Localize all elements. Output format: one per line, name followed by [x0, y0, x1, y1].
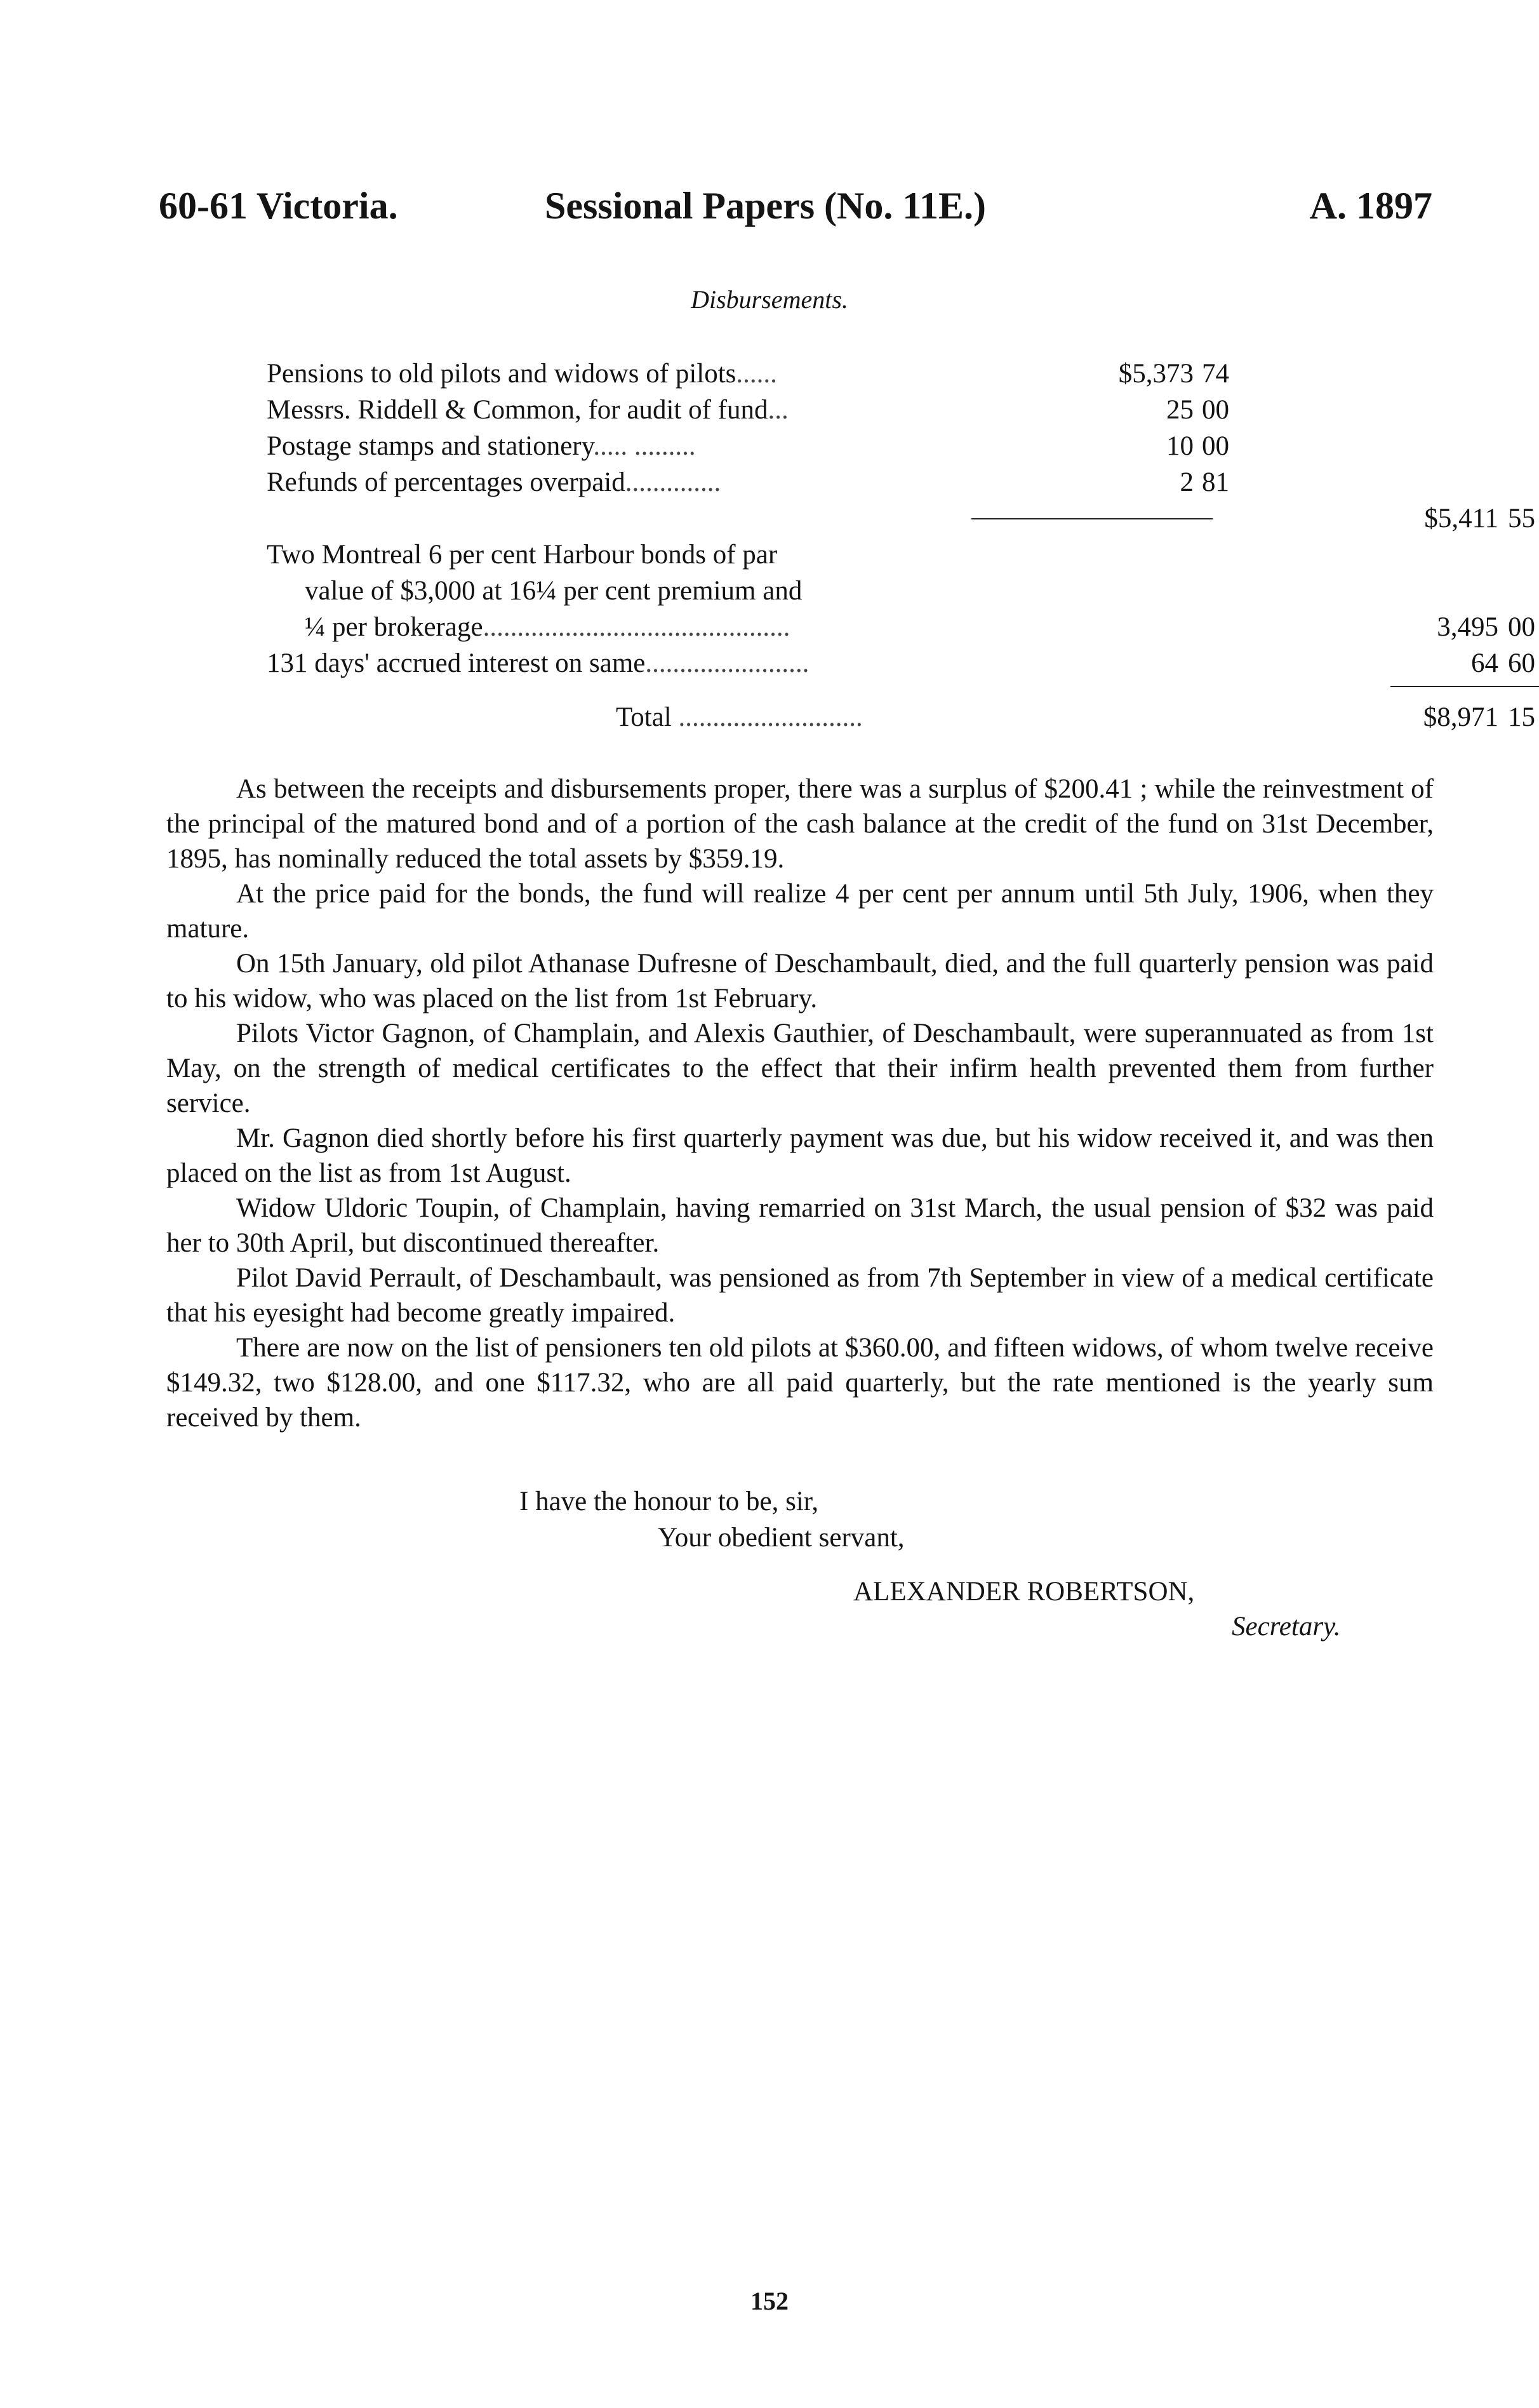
- bonds-row-2: [267, 573, 1346, 609]
- closing-line: I have the honour to be, sir,: [519, 1487, 819, 1516]
- disbursement-row: [267, 428, 1346, 464]
- item-dollars: 10: [1166, 431, 1194, 461]
- dot-leader: ..............: [625, 467, 721, 497]
- interest-cents: 60: [1508, 648, 1535, 678]
- dot-leader: ...........................: [678, 702, 863, 732]
- bonds-line-2: value of $3,000 at 16¼ per cent premium and: [305, 576, 803, 606]
- paragraph: As between the receipts and disbursements proper, there was a surplus of $200.41 ; while the reinvestment of the principal of the matured bond and of a portion of the cash balance at the credit of the fund on 31st December, 1895, has nominally reduced the total assets by $359.19.: [166, 774, 1434, 874]
- total-label: Total: [616, 702, 672, 732]
- bonds-row-3: [267, 609, 1535, 645]
- bonds-line-1: Two Montreal 6 per cent Harbour bonds of par: [267, 540, 778, 570]
- signature-role: Secretary.: [1232, 1612, 1341, 1642]
- item-cents: 00: [1202, 395, 1229, 425]
- dot-leader: .............................................: [483, 612, 790, 642]
- item-label: Pensions to old pilots and widows of pilots: [267, 359, 736, 389]
- paragraph: On 15th January, old pilot Athanase Dufresne of Deschambault, died, and the full quarterly pension was paid to his widow, who was placed on the list from 1st February.: [166, 949, 1434, 1013]
- disbursement-row: [267, 356, 1346, 392]
- total-cents: 15: [1508, 702, 1535, 732]
- item-label: Postage stamps and stationery: [267, 431, 594, 461]
- bonds-line-3: ¼ per brokerage: [305, 612, 483, 642]
- dot-leader: ..... .........: [593, 431, 696, 461]
- subtotal-rule: [971, 518, 1213, 519]
- paragraph: Pilots Victor Gagnon, of Champlain, and Alexis Gauthier, of Deschambault, were superannuated as from 1st May, on the strength of medical certificates to the effect that their infirm health prevented them from further service.: [166, 1019, 1434, 1118]
- total-dollars: $8,971: [1423, 702, 1498, 732]
- item-dollars: 2: [1180, 467, 1194, 497]
- paragraph: Widow Uldoric Toupin, of Champlain, having remarried on 31st March, the usual pension of $32 was paid her to 30th April, but discontinued thereafter.: [166, 1193, 1434, 1258]
- item-label: Messrs. Riddell & Common, for audit of fund: [267, 395, 768, 425]
- paragraph: At the price paid for the bonds, the fund will realize 4 per cent per annum until 5th July, 1906, when they mature.: [166, 879, 1434, 944]
- closing-servant: Your obedient servant,: [658, 1523, 905, 1553]
- year-header: A. 1897: [1309, 185, 1432, 227]
- disbursement-row: [267, 392, 1346, 428]
- interest-dollars: 64: [1471, 648, 1498, 678]
- session-header: 60-61 Victoria.: [159, 185, 398, 227]
- item-cents: 00: [1202, 431, 1229, 461]
- dot-leader: ...: [768, 395, 789, 425]
- signature-name: ALEXANDER ROBERTSON,: [853, 1577, 1195, 1607]
- paragraph: Pilot David Perrault, of Deschambault, was pensioned as from 7th September in view of a medical certificate that his eyesight had become greatly impaired.: [166, 1263, 1434, 1328]
- paragraph: There are now on the list of pensioners ten old pilots at $360.00, and fifteen widows, of whom twelve receive $149.32, two $128.00, and one $117.32, who are all paid quarterly, but the rate mentioned is the yearly sum received by them.: [166, 1333, 1434, 1433]
- total-rule: [1390, 686, 1539, 687]
- document-title: Sessional Papers (No. 11E.): [545, 185, 987, 227]
- section-title: Disbursements.: [691, 285, 848, 314]
- item-dollars: $5,373: [1118, 359, 1194, 389]
- subtotal-cents: 55: [1508, 504, 1535, 533]
- item-cents: 81: [1202, 467, 1229, 497]
- report-body: [166, 772, 1434, 1435]
- bonds-dollars: 3,495: [1437, 612, 1498, 642]
- bonds-row-1: [267, 537, 1346, 573]
- item-label: Refunds of percentages overpaid: [267, 467, 625, 497]
- paragraph: Mr. Gagnon died shortly before his first quarterly payment was due, but his widow received it, and was then placed on the list as from 1st August.: [166, 1123, 1434, 1188]
- interest-row: [267, 645, 1535, 681]
- subtotal-dollars: $5,411: [1424, 504, 1498, 533]
- disbursement-row: [267, 464, 1346, 500]
- item-dollars: 25: [1166, 395, 1194, 425]
- dot-leader: ........................: [645, 648, 809, 678]
- interest-label: 131 days' accrued interest on same: [267, 648, 646, 678]
- dot-leader: ......: [736, 359, 777, 389]
- item-cents: 74: [1202, 359, 1229, 389]
- page-number: 152: [750, 2287, 789, 2315]
- bonds-cents: 00: [1508, 612, 1535, 642]
- total-row: [267, 699, 1535, 735]
- disbursements-table: [267, 356, 1535, 735]
